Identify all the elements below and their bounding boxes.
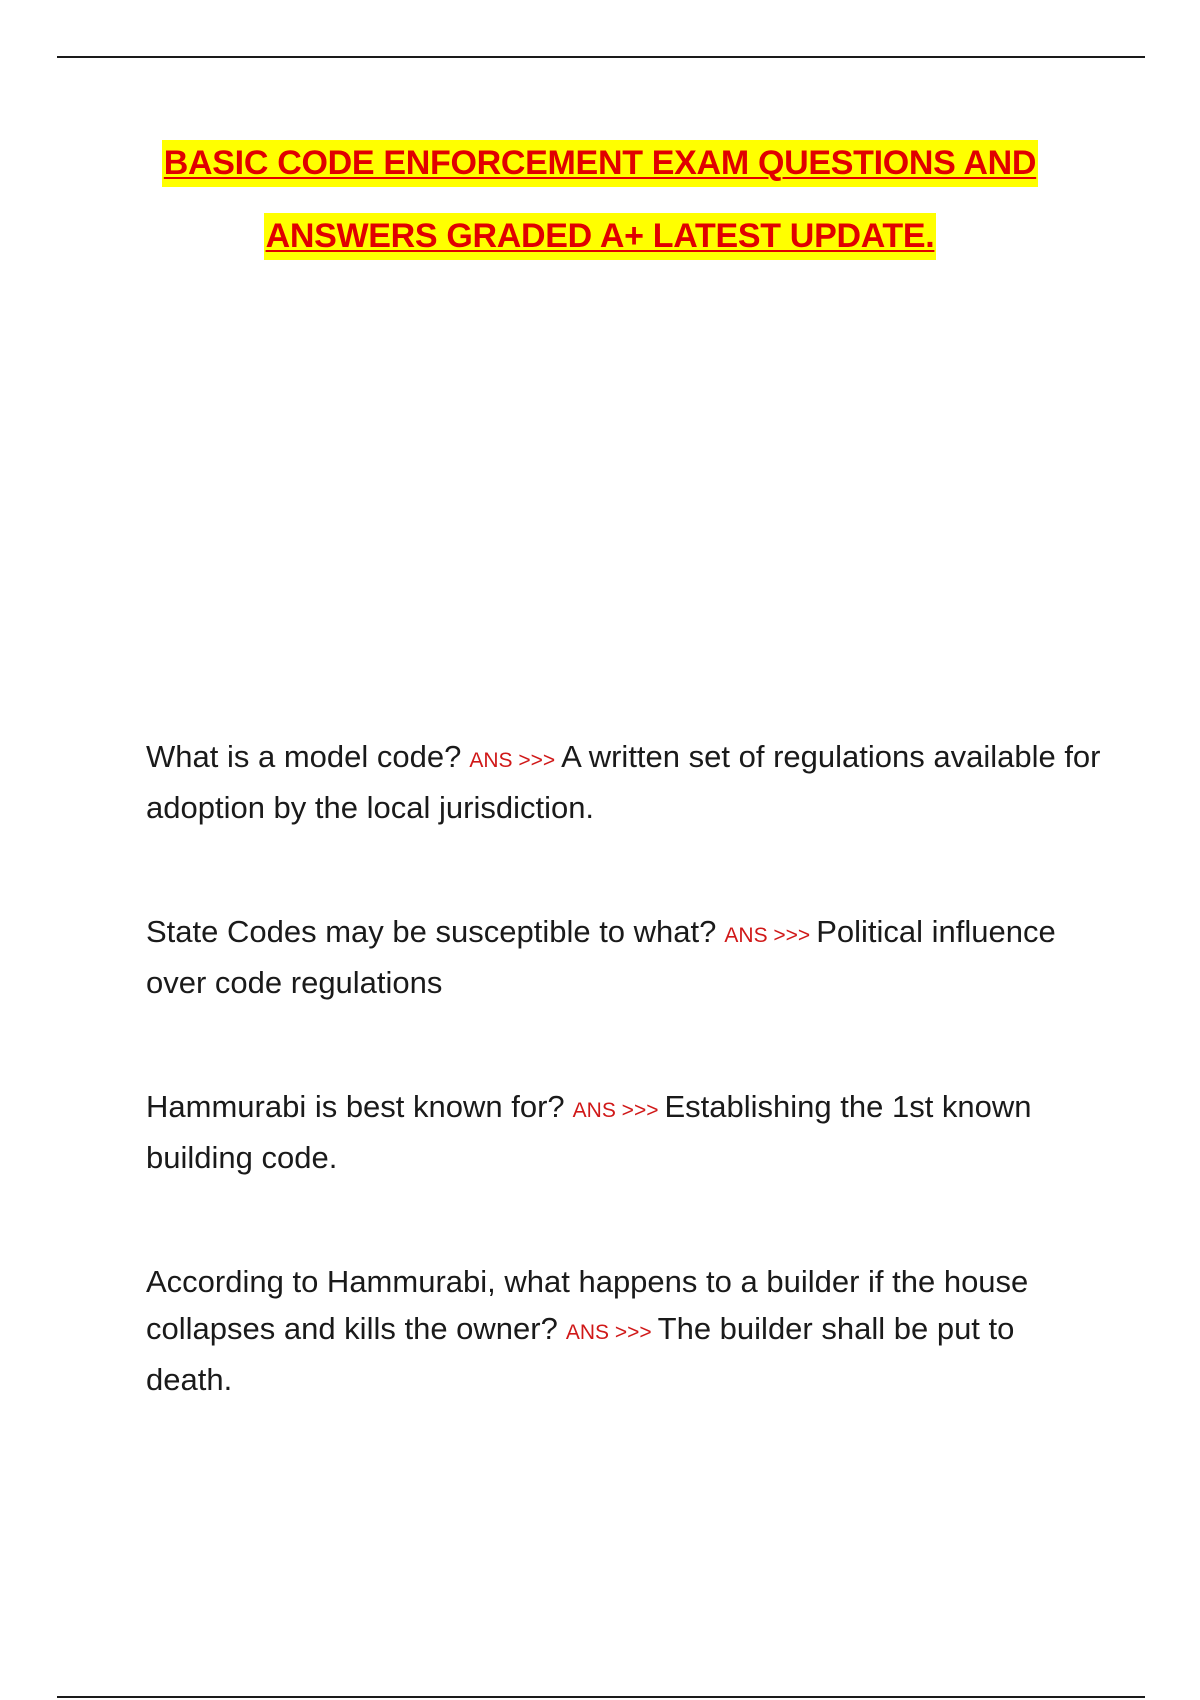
qa-item: [146, 1083, 1106, 1258]
qa-item: [146, 908, 1106, 1083]
top-rule: [57, 56, 1145, 58]
answer-tag: ANS >>>: [469, 749, 556, 772]
answer-text: Political influence over code regulations: [146, 914, 1056, 1000]
answer-tag: ANS >>>: [565, 1321, 652, 1344]
answer-text: Establishing the 1st known building code.: [146, 1089, 1032, 1175]
question-text: Hammurabi is best known for?: [146, 1089, 565, 1124]
question-text: State Codes may be susceptible to what?: [146, 914, 717, 949]
answer-text: A written set of regulations available for adoption by the local jurisdiction.: [146, 739, 1101, 825]
qa-item: [146, 1258, 1106, 1488]
answer-tag: ANS >>>: [724, 924, 811, 947]
title-line-2: ANSWERS GRADED A+ LATEST UPDATE.: [264, 213, 937, 260]
bottom-rule: [57, 1696, 1145, 1698]
title-line-1: BASIC CODE ENFORCEMENT EXAM QUESTIONS AND: [162, 140, 1038, 187]
question-text: According to Hammurabi, what happens to a builder if the house collapses and kills the owner?: [146, 1264, 1029, 1346]
answer-tag: ANS >>>: [572, 1099, 659, 1122]
qa-list: [146, 733, 1106, 1488]
document-title: [0, 140, 1200, 286]
question-text: What is a model code?: [146, 739, 462, 774]
answer-text: The builder shall be put to death.: [146, 1311, 1015, 1397]
qa-item: [146, 733, 1106, 908]
